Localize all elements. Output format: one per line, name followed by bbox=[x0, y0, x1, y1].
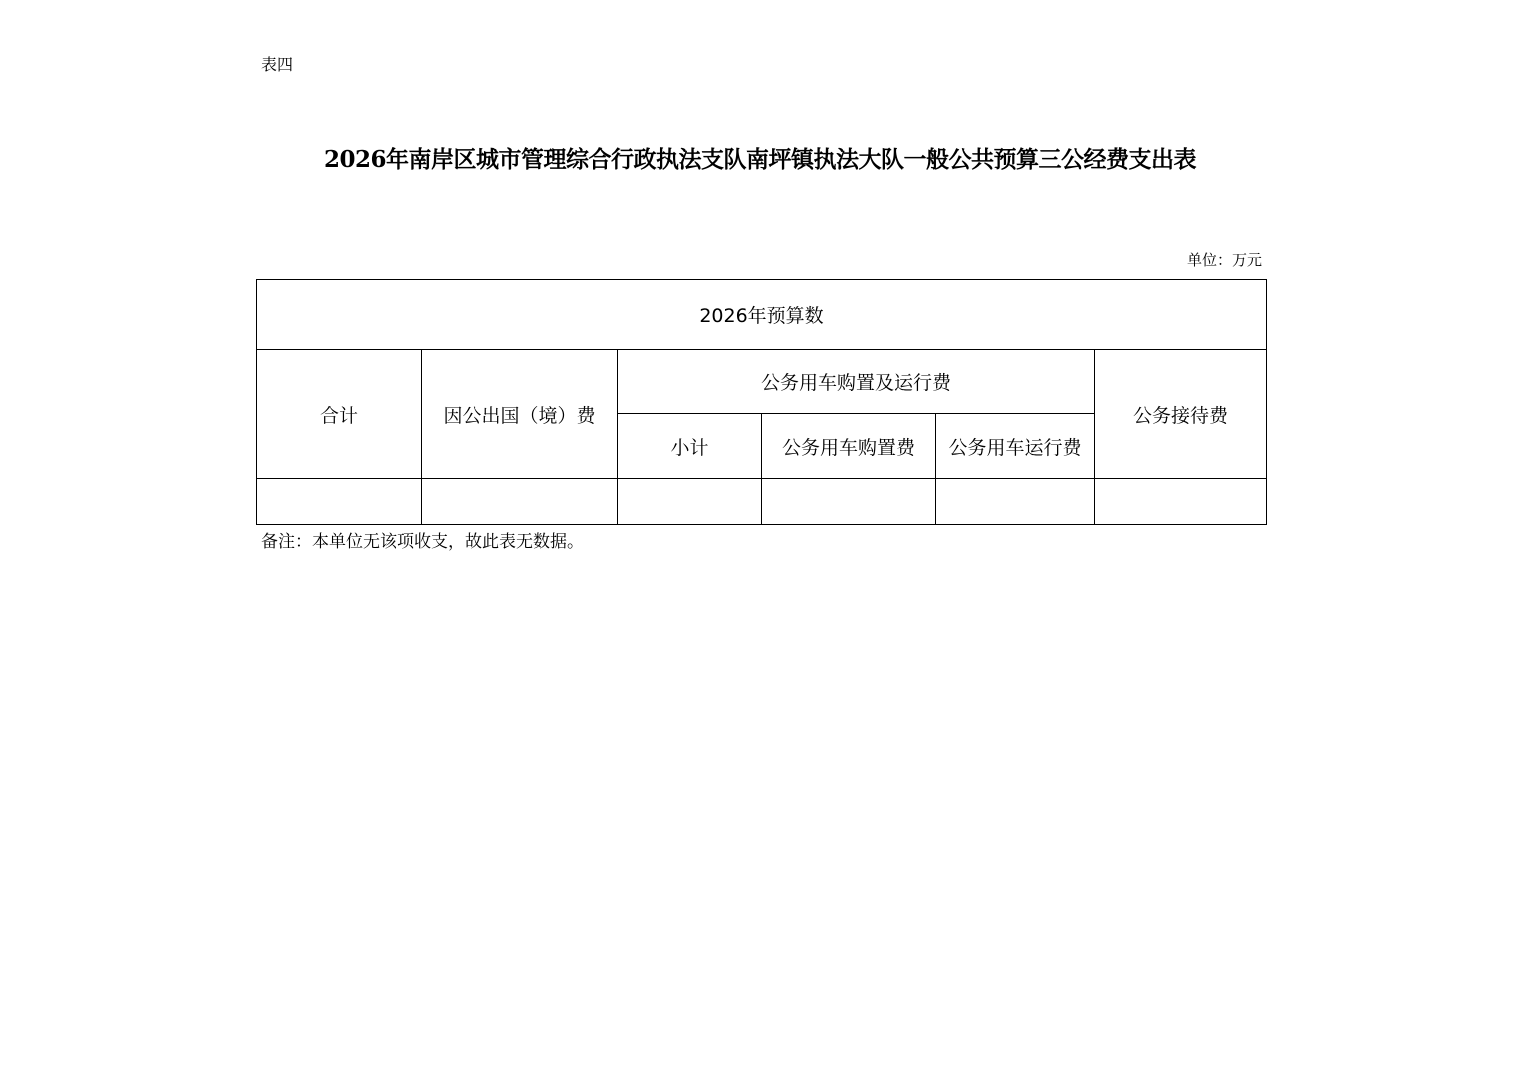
table-header-row-1 bbox=[257, 280, 1267, 350]
cell-reception-expense bbox=[1095, 479, 1267, 525]
remark-note: 备注：本单位无该项收支，故此表无数据。 bbox=[261, 532, 584, 552]
three-public-expenses-table bbox=[256, 279, 1267, 525]
header-total: 合计 bbox=[257, 350, 422, 479]
table-header-row-2 bbox=[257, 350, 1267, 414]
document-title: 2026年南岸区城市管理综合行政执法支队南坪镇执法大队一般公共预算三公经费支出表 bbox=[323, 146, 1196, 173]
unit-label: 单位：万元 bbox=[1186, 251, 1262, 269]
header-vehicle-operation: 公务用车运行费 bbox=[936, 414, 1095, 479]
header-vehicle-subtotal: 小计 bbox=[618, 414, 762, 479]
table-number-label: 表四 bbox=[261, 55, 294, 74]
header-vehicle-purchase: 公务用车购置费 bbox=[762, 414, 936, 479]
header-reception-expense: 公务接待费 bbox=[1095, 350, 1267, 479]
cell-vehicle-operation bbox=[936, 479, 1095, 525]
cell-vehicle-purchase bbox=[762, 479, 936, 525]
cell-abroad-expense bbox=[422, 479, 618, 525]
header-abroad-expense: 因公出国（境）费 bbox=[422, 350, 618, 479]
cell-total bbox=[257, 479, 422, 525]
header-budget-year: 2026年预算数 bbox=[257, 280, 1267, 350]
header-vehicle-group: 公务用车购置及运行费 bbox=[618, 350, 1095, 414]
table-data-row bbox=[257, 479, 1267, 525]
cell-vehicle-subtotal bbox=[618, 479, 762, 525]
